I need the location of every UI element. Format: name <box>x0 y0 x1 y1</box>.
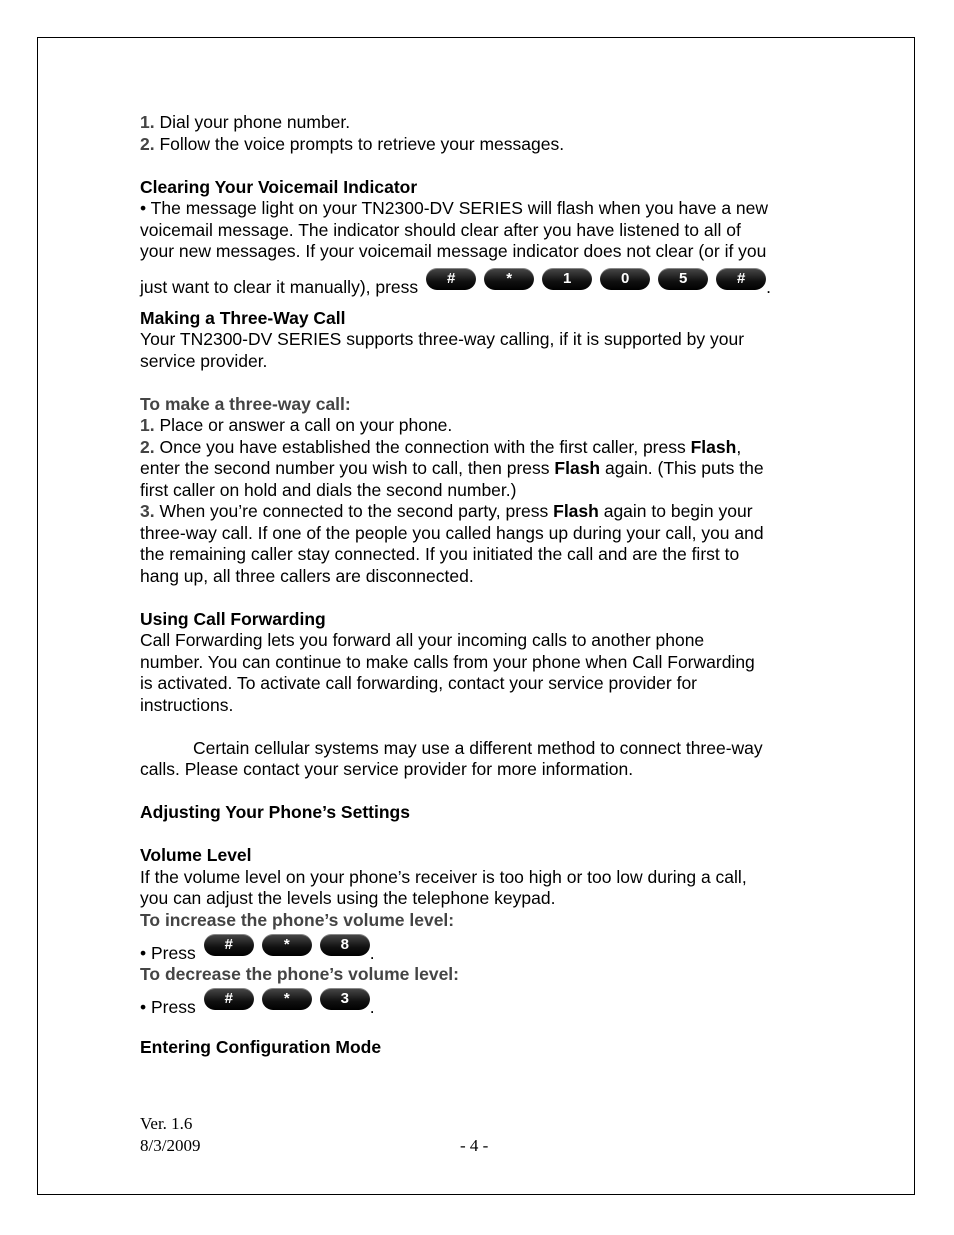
three-way-step-3: 3. When you’re connected to the second party, press Flash again to begin your <box>140 501 753 521</box>
key-hash-icon: # <box>716 268 766 290</box>
key-hash-icon: # <box>426 268 476 290</box>
three-way-step-3-cont: the remaining caller stay connected. If you initiated the call and are the first to <box>140 544 740 564</box>
three-way-step-2-cont: first caller on hold and dials the second number.) <box>140 479 517 500</box>
clearing-line: voicemail message. The indicator should clear after you have listened to all of <box>140 219 741 240</box>
key-star-icon: * <box>484 268 534 290</box>
footer-page-number: - 4 - <box>460 1136 489 1155</box>
three-way-step-2-cont: enter the second number you wish to call, then press Flash again. (This puts the <box>140 458 764 478</box>
key-3-icon: 3 <box>320 988 370 1010</box>
volume-line: you can adjust the levels using the telephone keypad. <box>140 888 556 908</box>
clearing-heading: Clearing Your Voicemail Indicator <box>140 176 418 197</box>
three-way-step-1: 1. Place or answer a call on your phone. <box>140 415 453 435</box>
three-way-step-2: 2. Once you have established the connection with the first caller, press Flash, <box>140 436 742 457</box>
three-way-heading: Making a Three-Way Call <box>140 307 346 328</box>
three-way-line: Your TN2300-DV SERIES supports three-way calling, if it is supported by your <box>140 329 745 349</box>
forwarding-line: is activated. To activate call forwarding, contact your service provider for <box>140 673 698 693</box>
volume-decrease-heading: To decrease the phone’s volume level: <box>140 964 459 984</box>
settings-heading: Adjusting Your Phone’s Settings <box>140 802 410 822</box>
clearing-line: • The message light on your TN2300-DV SERIES will flash when you have a new <box>140 198 769 218</box>
key-sequence <box>204 988 370 1010</box>
step-follow-prompts: 2. Follow the voice prompts to retrieve your messages. <box>140 133 565 154</box>
clearing-line: your new messages. If your voicemail message indicator does not clear (or if you <box>140 241 767 261</box>
forwarding-line: instructions. <box>140 694 234 715</box>
volume-heading: Volume Level <box>140 845 252 865</box>
footer-date: 8/3/2009 <box>140 1136 201 1155</box>
key-8-icon: 8 <box>320 934 370 956</box>
note-line: calls. Please contact your service provider for more information. <box>140 759 634 779</box>
key-sequence <box>204 934 370 956</box>
three-way-step-3-cont: hang up, all three callers are disconnected. <box>140 565 474 586</box>
clearing-keys-line: just want to clear it manually), press # * 1 0 5 # . <box>140 263 820 299</box>
forwarding-line: Call Forwarding lets you forward all your incoming calls to another phone <box>140 630 705 650</box>
note-line: Certain cellular systems may use a different method to connect three-way <box>193 737 763 758</box>
key-1-icon: 1 <box>542 268 592 290</box>
config-heading: Entering Configuration Mode <box>140 1036 382 1057</box>
key-star-icon: * <box>262 934 312 956</box>
forwarding-line: number. You can continue to make calls from your phone when Call Forwarding <box>140 651 755 672</box>
step-dial: 1. Dial your phone number. <box>140 112 351 132</box>
volume-increase-heading: To increase the phone’s volume level: <box>140 909 455 930</box>
footer-version: Ver. 1.6 <box>140 1114 193 1133</box>
volume-decrease-keys-line: • Press # * 3 . <box>140 986 820 1019</box>
three-way-subheading: To make a three-way call: <box>140 393 351 414</box>
volume-increase-keys-line: • Press # * 8 . <box>140 931 820 964</box>
key-5-icon: 5 <box>658 268 708 290</box>
key-hash-icon: # <box>204 934 254 956</box>
key-0-icon: 0 <box>600 268 650 290</box>
key-hash-icon: # <box>204 988 254 1010</box>
page-footer <box>140 1113 640 1157</box>
key-star-icon: * <box>262 988 312 1010</box>
key-sequence <box>426 268 766 290</box>
page-content <box>140 112 820 1058</box>
volume-line: If the volume level on your phone’s receiver is too high or too low during a call, <box>140 866 747 887</box>
three-way-step-3-cont: three-way call. If one of the people you called hangs up during your call, you and <box>140 522 764 543</box>
forwarding-heading: Using Call Forwarding <box>140 608 326 629</box>
three-way-line: service provider. <box>140 350 268 371</box>
